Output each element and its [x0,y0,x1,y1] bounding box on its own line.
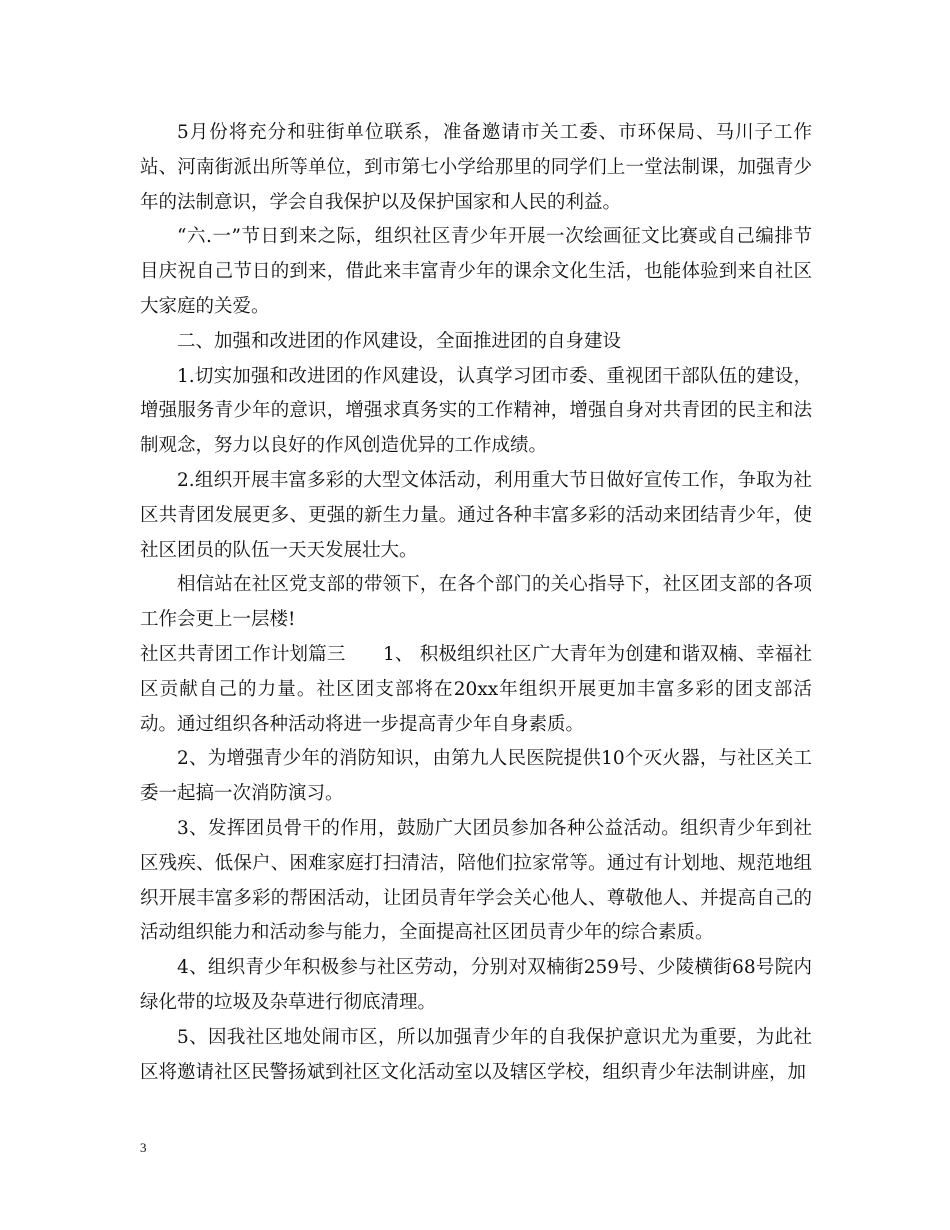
page-number: 3 [140,1140,147,1155]
paragraph-self-protection: 5、因我社区地处闹市区，所以加强青少年的自我保护意识尤为重要，为此社区将邀请社区民警扬斌到社区文化活动室以及辖区学校，组织青少年法制讲座，加 [140,1026,812,1083]
paragraph-item-1: 1.切实加强和改进团的作风建设，认真学习团市委、重视团干部队伍的建设，增强服务青少年的意识，增强求真务实的工作精神，增强自身对共青团的民主和法制观念，努力以良好的作风创造优异的工作成绩。 [140,365,812,457]
paragraph-conclusion: 相信站在社区党支部的带领下，在各个部门的关心指导下，社区团支部的各项工作会更上一层楼! [140,574,812,631]
section-heading-style-building: 二、加强和改进团的作风建设，全面推进团的自身建设 [177,330,622,352]
paragraph-plan-part-three: 社区共青团工作计划篇三 1、 积极组织社区广大青年为创建和谐双楠、幸福社区贡献自己的力量。社区团支部将在20xx年组织开展更加丰富多彩的团支部活动。通过组织各种活动将进一步提高青少年自身素质。 [140,643,812,735]
paragraph-childrens-day: “六.一”节日到来之际，组织社区青少年开展一次绘画征文比赛或自己编排节目庆祝自己节日的到来，借此来丰富青少年的课余文化生活，也能体验到来自社区大家庭的关爱。 [140,226,812,317]
paragraph-legal-class: 5月份将充分和驻街单位联系，准备邀请市关工委、市环保局、马川子工作站、河南街派出所等单位，到市第七小学给那里的同学们上一堂法制课，加强青少年的法制意识，学会自我保护以及保护国家和人民的利益。 [140,122,812,213]
paragraph-fire-drill: 2、为增强青少年的消防知识，由第九人民医院提供10个灭火器，与社区关工委一起搞一次消防演习。 [140,748,812,805]
paragraph-item-2: 2.组织开展丰富多彩的大型文体活动，利用重大节日做好宣传工作，争取为社区共青团发展更多、更强的新生力量。通过各种丰富多彩的活动来团结青少年，使社区团员的队伍一天天发展壮大。 [140,469,812,561]
paragraph-public-welfare: 3、发挥团员骨干的作用，鼓励广大团员参加各种公益活动。组织青少年到社区残疾、低保户、困难家庭打扫清洁，陪他们拉家常等。通过有计划地、规范地组织开展丰富多彩的帮困活动，让团员青年学会关心他人、尊敬他人、并提高自己的活动组织能力和活动参与能力，全面提高社区团员青少年的综合素质。 [140,817,812,944]
paragraph-community-labor: 4、组织青少年积极参与社区劳动，分别对双楠街259号、少陵横街68号院内绿化带的垃圾及杂草进行彻底清理。 [140,957,812,1013]
document-body [140,116,812,1090]
